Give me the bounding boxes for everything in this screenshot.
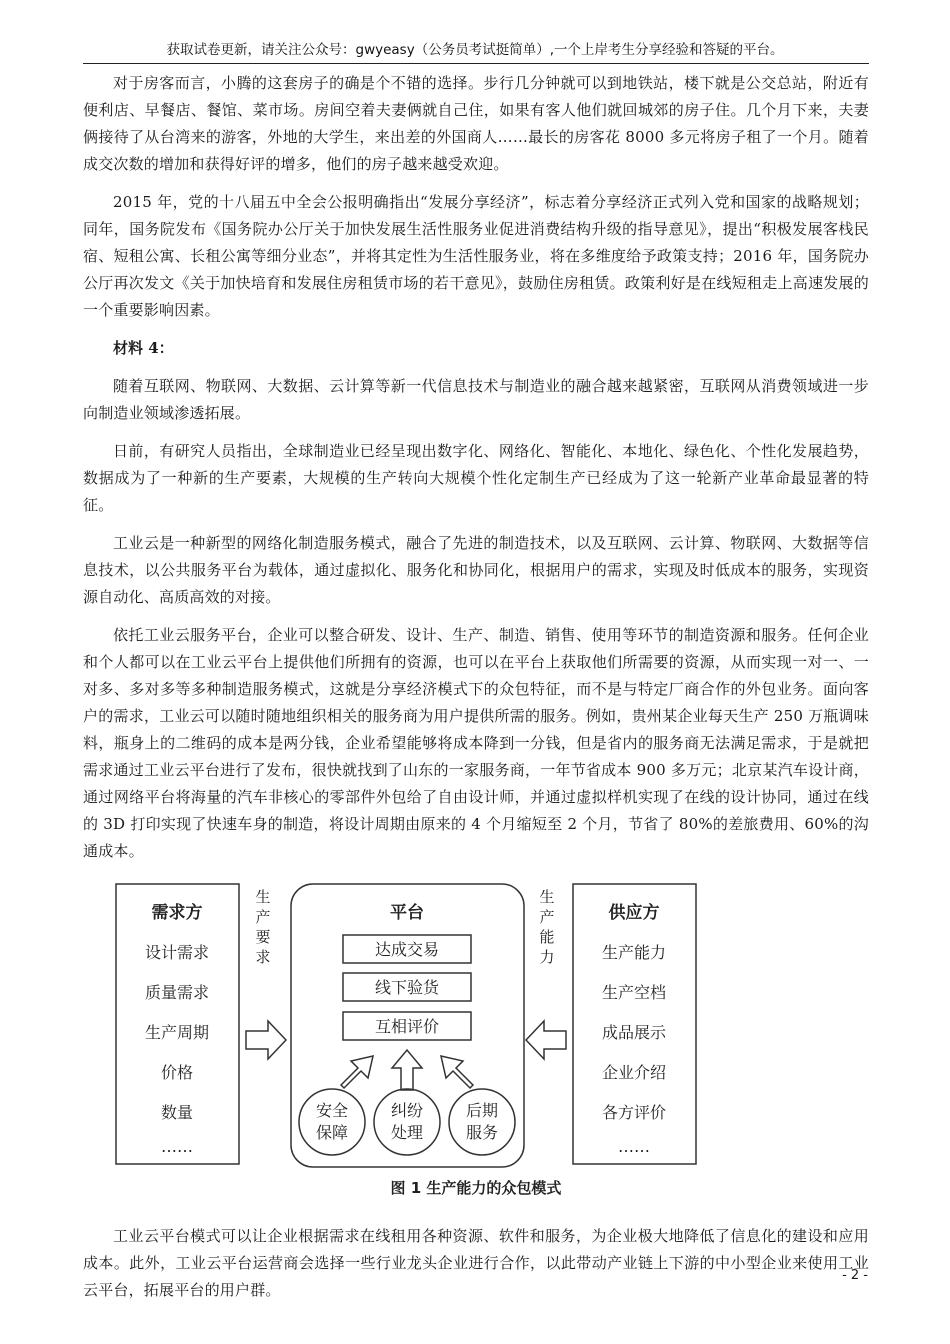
right-label-char: 力 [539, 948, 555, 966]
circle-label: 保障 [315, 1123, 349, 1142]
supply-item: …… [618, 1137, 650, 1156]
figure-caption: 图 1 生产能力的众包模式 [390, 1179, 562, 1197]
demand-item: 生产周期 [144, 1023, 210, 1042]
paragraph-4: 日前，有研究人员指出，全球制造业已经呈现出数字化、网络化、智能化、本地化、绿色化、个性化发展趋势，数据成为了一种新的生产要素，大规模的生产转向大规模个性化定制生产已经成为了这一轮新产业革命最显著的特征。 [83, 442, 869, 514]
supply-item: 各方评价 [601, 1103, 667, 1122]
paragraph-7: 工业云平台模式可以让企业根据需求在线租用各种资源、软件和服务，为企业极大地降低了信息化的建设和应用成本。此外，工业云平台运营商会选择一些行业龙头企业进行合作，以此带动产业链上下游的中小型企业来使用工业云平台，拓展平台的用户群。 [83, 1227, 869, 1299]
left-label-char: 产 [255, 908, 271, 926]
arrow-up-icon [392, 1050, 422, 1090]
section-heading: 材料 4： [113, 339, 174, 357]
header-divider [83, 63, 869, 64]
supply-title: 供应方 [608, 903, 660, 923]
circle-node [299, 1089, 365, 1155]
paragraph-6: 依托工业云服务平台，企业可以整合研发、设计、生产、制造、销售、使用等环节的制造资源和服务。任何企业和个人都可以在工业云平台上提供他们所拥有的资源，也可以在平台上获取他们所需要的资源，从而实现一对一、一对多、多对多等多种制造服务模式，这就是分享经济模式下的众包特征，而不是与特定厂商合作的外包业务。面向客户的需求，工业云可以随时随地组织相关的服务商为用户提供所需的服务。例如，贵州某企业每天生产 250 万瓶调味料，瓶身上的二维码的成本是两分钱，企业希望能够将成本降到一分钱，但是省内的服务商无法满足需求，于是就把需求通过工业云平台进行了发布，很快就找到了山东的一家服务商，一年节省成本 900 多万元；北京某汽车设计商，通过网络平台将海量的汽车非核心的零部件外包给了自由设计师，并通过虚拟样机实现了在线的设计协同，通过在线的 3D 打印实现了快速车身的制造，将设计周期由原来的 4 个月缩短至 2 个月，节省了 80%的差旅费用、60%的沟通成本。 [83, 626, 869, 860]
supply-item: 企业介绍 [601, 1063, 667, 1082]
right-label-char: 生 [539, 888, 555, 906]
arrow-right-icon [246, 1021, 286, 1059]
demand-item: 价格 [160, 1063, 194, 1082]
diagram-svg [83, 876, 869, 1176]
circle-label: 服务 [465, 1123, 499, 1142]
left-label-char: 要 [255, 928, 271, 946]
platform-title: 平台 [390, 903, 424, 923]
circle-label: 处理 [390, 1123, 424, 1142]
paragraph-5: 工业云是一种新型的网络化制造服务模式，融合了先进的制造技术，以及互联网、云计算、物联网、大数据等信息技术，以公共服务平台为载体，通过虚拟化、服务化和协同化，根据用户的需求，实现及时低成本的服务，实现资源自动化、高质高效的对接。 [83, 534, 869, 606]
arrow-up-left-icon [441, 1056, 473, 1088]
circle-node [374, 1089, 440, 1155]
circle-label: 纠纷 [390, 1101, 424, 1120]
crowdsourcing-diagram [83, 876, 869, 1211]
page-number: - 2 - [842, 1268, 868, 1283]
document-body [83, 70, 869, 1315]
left-label-char: 生 [255, 888, 271, 906]
right-label-char: 产 [539, 908, 555, 926]
platform-step: 达成交易 [374, 940, 440, 959]
demand-title: 需求方 [151, 903, 203, 923]
circle-node [449, 1089, 515, 1155]
supply-item: 生产空档 [601, 983, 667, 1002]
right-label-char: 能 [539, 928, 555, 946]
paragraph-2: 2015 年，党的十八届五中全会公报明确指出“发展分享经济”，标志着分享经济正式列入党和国家的战略规划；同年，国务院发布《国务院办公厅关于加快发展生活性服务业促进消费结构升级的指导意见》，提出“积极发展客栈民宿、短租公寓、长租公寓等细分业态”，并将其定性为生活性服务业，将在多维度给予政策支持；2016 年，国务院办公厅再次发文《关于加快培育和发展住房租赁市场的若干意见》，鼓励住房租赁。政策利好是在线短租走上高速发展的一个重要影响因素。 [83, 193, 869, 319]
demand-item: 设计需求 [144, 943, 210, 962]
circle-label: 后期 [465, 1101, 499, 1120]
circle-label: 安全 [315, 1101, 349, 1120]
platform-step: 互相评价 [374, 1017, 440, 1036]
arrow-up-right-icon [341, 1056, 373, 1088]
page-header: 获取试卷更新，请关注公众号：gwyeasy（公务员考试挺简单）,一个上岸考生分享经验和答疑的平台。 [166, 42, 784, 58]
supply-item: 成品展示 [601, 1023, 667, 1042]
arrow-left-icon [526, 1021, 566, 1059]
demand-item: …… [161, 1137, 193, 1156]
paragraph-3: 随着互联网、物联网、大数据、云计算等新一代信息技术与制造业的融合越来越紧密，互联网从消费领域进一步向制造业领域渗透拓展。 [83, 377, 869, 422]
platform-step: 线下验货 [374, 978, 440, 997]
left-label-char: 求 [255, 948, 271, 966]
paragraph-1: 对于房客而言，小腾的这套房子的确是个不错的选择。步行几分钟就可以到地铁站，楼下就是公交总站，附近有便利店、早餐店、餐馆、菜市场。房间空着夫妻俩就自己住，如果有客人他们就回城郊的房子住。几个月下来，夫妻俩接待了从台湾来的游客，外地的大学生，来出差的外国商人……最长的房客花 8000 多元将房子租了一个月。随着成交次数的增加和获得好评的增多，他们的房子越来越受欢迎。 [83, 74, 869, 173]
demand-item: 质量需求 [144, 983, 210, 1002]
supply-item: 生产能力 [601, 943, 667, 962]
demand-item: 数量 [160, 1103, 194, 1122]
